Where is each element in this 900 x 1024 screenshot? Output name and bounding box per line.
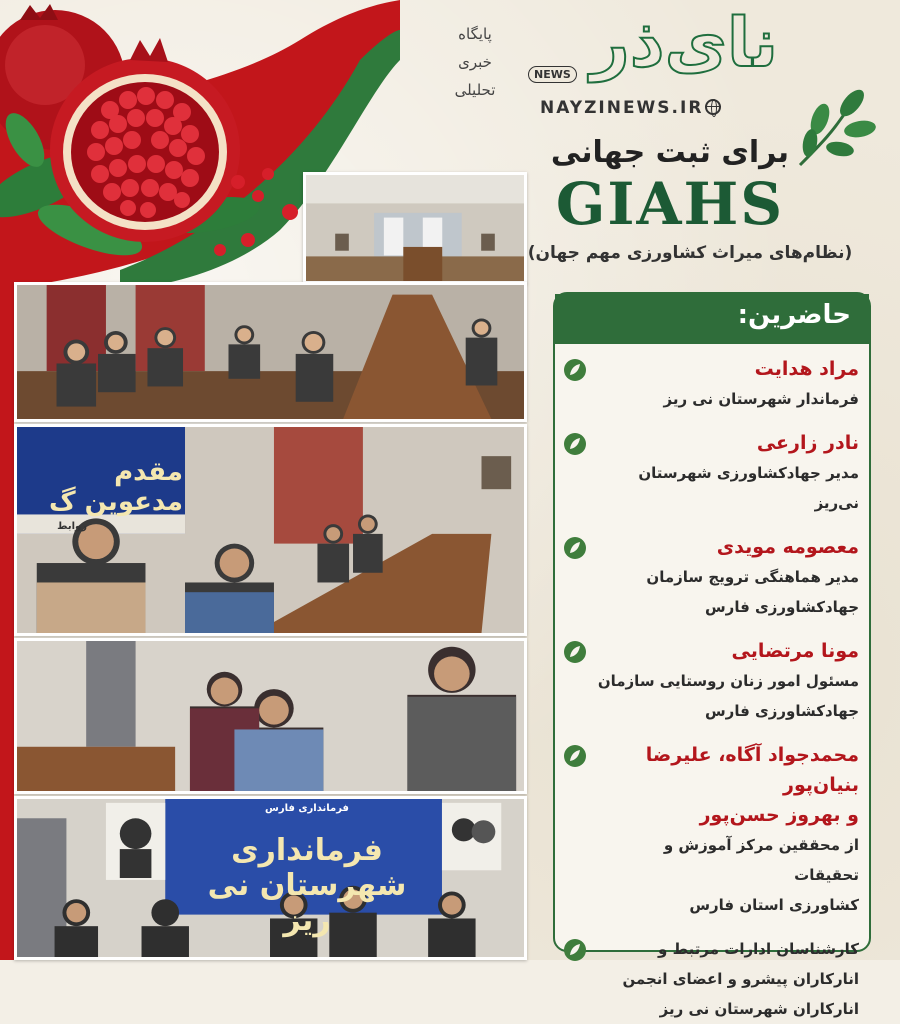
attendee-item (563, 934, 859, 1024)
attendee-role: مسئول امور زنان روستایی سازمان (597, 672, 859, 690)
banner-small-text: فرمانداری فارس (265, 803, 349, 814)
attendee-role: انارکاران شهرستان نی ریز (659, 1000, 859, 1018)
giahs-title: GIAHS (555, 170, 785, 238)
meeting-photo (14, 638, 527, 794)
governorate-banner-text: فرمانداری شهرستان نی ریز (207, 833, 407, 938)
attendees-heading: حاضرین: (555, 294, 869, 344)
tagline-line: تحلیلی (454, 81, 496, 99)
decorative-left-bar (0, 250, 14, 960)
attendee-name: نادر زارعی (756, 432, 859, 454)
attendee-role: مدیر جهادکشاورزی شهرستان نی‌ریز (638, 464, 859, 512)
attendee-name-continued: و بهروز حسن‌پور (699, 804, 859, 826)
attendee-role: فرماندار شهرستان نی ریز (663, 390, 859, 408)
tagline-line: خبری (458, 53, 492, 71)
leaf-icon (563, 432, 587, 456)
site-logo[interactable] (528, 4, 778, 90)
attendee-name: معصومه مویدی (716, 536, 859, 558)
attendee-item (563, 532, 859, 622)
attendee-role: انارکاران پیشرو و اعضای انجمن (622, 970, 859, 988)
site-url[interactable] (540, 98, 721, 118)
welcome-banner-text: مقدم مدعوین گ (48, 457, 183, 517)
site-tagline (420, 20, 530, 104)
attendee-role: کشاورزی استان فارس (689, 896, 859, 914)
attendee-name: مراد هدایت (754, 358, 859, 380)
leaf-icon (563, 358, 587, 382)
logo-news-badge: NEWS (528, 66, 577, 83)
meeting-photo (14, 424, 527, 636)
banner-small-text: روابط (57, 521, 87, 532)
attendee-item (563, 636, 859, 726)
meeting-photo (303, 172, 527, 284)
attendees-panel (553, 292, 871, 1018)
attendee-role: مدیر هماهنگی ترویج سازمان (646, 568, 859, 586)
pomegranate-icon (0, 0, 330, 290)
attendee-role: کارشناسان ادارات مرتبط و (658, 940, 859, 958)
site-url-text: NAYZINEWS.IR (540, 98, 704, 118)
tagline-line: پایگاه (458, 25, 492, 43)
leaf-icon (563, 938, 587, 962)
attendee-item (563, 740, 859, 920)
attendee-item (563, 428, 859, 518)
attendee-role: جهادکشاورزی فارس (704, 702, 859, 720)
logo-wordmark: نای‌ذر (590, 4, 778, 83)
leaf-icon (563, 640, 587, 664)
meeting-photo (14, 282, 527, 422)
meeting-photo (14, 796, 527, 960)
attendee-item (563, 354, 859, 414)
attendee-name: مونا مرتضایی (731, 640, 859, 662)
leaf-icon (563, 744, 587, 768)
attendee-name: محمدجواد آگاه، علیرضا بنیان‌پور (645, 744, 859, 796)
page-subtitle: (نظام‌های میراث کشاورزی مهم جهان) (527, 243, 853, 263)
leaf-branch-icon (790, 85, 880, 175)
page-title: برای ثبت جهانی (550, 135, 790, 170)
leaf-icon (563, 536, 587, 560)
globe-icon (705, 99, 721, 115)
attendee-role: از محققین مرکز آموزش و تحقیقات (663, 836, 859, 884)
attendee-role: جهادکشاورزی فارس (704, 598, 859, 616)
